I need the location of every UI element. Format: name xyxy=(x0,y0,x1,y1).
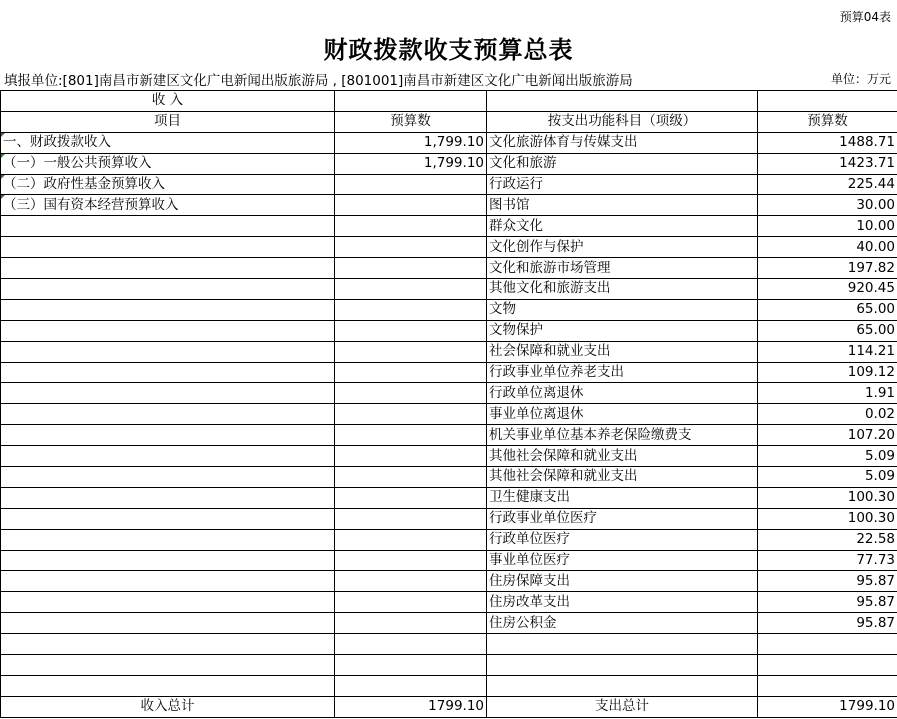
expense-amount: 107.20 xyxy=(758,425,897,446)
table-row xyxy=(1,467,897,488)
expense-amount xyxy=(758,675,897,696)
table-row xyxy=(1,487,897,508)
table-row xyxy=(1,362,897,383)
expense-item: 文化和旅游市场管理 xyxy=(487,258,758,279)
income-amount xyxy=(335,675,487,696)
table-row xyxy=(1,195,897,216)
expense-item: 行政事业单位养老支出 xyxy=(487,362,758,383)
expense-item: 行政单位医疗 xyxy=(487,529,758,550)
income-item xyxy=(1,404,335,425)
income-item: （一）一般公共预算收入 xyxy=(1,153,335,174)
expense-item: 群众文化 xyxy=(487,216,758,237)
expense-amount: 1.91 xyxy=(758,383,897,404)
money-unit: 单位：万元 xyxy=(830,72,891,86)
income-amount xyxy=(335,655,487,676)
expense-amount: 100.30 xyxy=(758,487,897,508)
income-item xyxy=(1,613,335,634)
table-row xyxy=(1,299,897,320)
expense-budget-header: 预算数 xyxy=(758,111,897,132)
income-amount xyxy=(335,634,487,655)
expense-item: 住房保障支出 xyxy=(487,571,758,592)
income-amount: 1,799.10 xyxy=(335,132,487,153)
table-row xyxy=(1,383,897,404)
expense-item: 文化旅游体育与传媒支出 xyxy=(487,132,758,153)
table-row xyxy=(1,132,897,153)
expense-amount: 40.00 xyxy=(758,237,897,258)
expense-item: 文化和旅游 xyxy=(487,153,758,174)
table-row xyxy=(1,237,897,258)
expense-amount: 5.09 xyxy=(758,446,897,467)
income-item xyxy=(1,655,335,676)
income-item xyxy=(1,529,335,550)
table-row xyxy=(1,446,897,467)
expense-amount: 65.00 xyxy=(758,320,897,341)
expense-item: 事业单位医疗 xyxy=(487,550,758,571)
income-amount xyxy=(335,279,487,300)
table-row xyxy=(1,613,897,634)
income-amount xyxy=(335,487,487,508)
table-row xyxy=(1,425,897,446)
income-item xyxy=(1,467,335,488)
expense-item: 其他社会保障和就业支出 xyxy=(487,467,758,488)
income-item xyxy=(1,634,335,655)
expense-item: 文物保护 xyxy=(487,320,758,341)
totals-row xyxy=(1,696,897,717)
income-amount: 1,799.10 xyxy=(335,153,487,174)
income-item xyxy=(1,237,335,258)
expense-amount: 95.87 xyxy=(758,613,897,634)
expense-item: 行政运行 xyxy=(487,174,758,195)
income-amount xyxy=(335,237,487,258)
income-amount xyxy=(335,404,487,425)
table-row xyxy=(1,341,897,362)
table-row xyxy=(1,550,897,571)
expense-amount: 65.00 xyxy=(758,299,897,320)
income-amount xyxy=(335,425,487,446)
expense-total-amount: 1799.10 xyxy=(758,696,897,717)
income-amount xyxy=(335,592,487,613)
expense-amount: 114.21 xyxy=(758,341,897,362)
income-item xyxy=(1,279,335,300)
expense-item: 行政单位离退休 xyxy=(487,383,758,404)
header-empty xyxy=(335,91,487,112)
expense-item xyxy=(487,655,758,676)
income-item xyxy=(1,362,335,383)
income-item xyxy=(1,675,335,696)
income-amount xyxy=(335,383,487,404)
expense-amount: 77.73 xyxy=(758,550,897,571)
table-row xyxy=(1,571,897,592)
expense-amount: 100.30 xyxy=(758,508,897,529)
income-amount xyxy=(335,571,487,592)
expense-item: 行政事业单位医疗 xyxy=(487,508,758,529)
expense-amount: 225.44 xyxy=(758,174,897,195)
expense-item: 图书馆 xyxy=(487,195,758,216)
expense-item: 其他文化和旅游支出 xyxy=(487,279,758,300)
income-item: 一、财政拨款收入 xyxy=(1,132,335,153)
expense-amount: 95.87 xyxy=(758,592,897,613)
expense-amount: 95.87 xyxy=(758,571,897,592)
income-item xyxy=(1,508,335,529)
table-row xyxy=(1,258,897,279)
expense-amount: 109.12 xyxy=(758,362,897,383)
expense-item: 住房改革支出 xyxy=(487,592,758,613)
income-group-header: 收 入 xyxy=(1,91,335,112)
page-title: 财政拨款收支预算总表 xyxy=(323,36,574,64)
income-amount xyxy=(335,362,487,383)
expense-item-header: 按支出功能科目（项级） xyxy=(487,111,758,132)
income-item xyxy=(1,425,335,446)
income-item xyxy=(1,299,335,320)
budget-table xyxy=(0,90,897,718)
expense-item: 文化创作与保护 xyxy=(487,237,758,258)
expense-amount: 197.82 xyxy=(758,258,897,279)
income-item xyxy=(1,258,335,279)
expense-amount: 30.00 xyxy=(758,195,897,216)
income-amount xyxy=(335,299,487,320)
income-amount xyxy=(335,529,487,550)
table-row xyxy=(1,529,897,550)
header-row-group xyxy=(1,91,897,112)
expense-amount: 920.45 xyxy=(758,279,897,300)
income-total-label: 收入总计 xyxy=(1,696,335,717)
table-row xyxy=(1,216,897,237)
income-item xyxy=(1,383,335,404)
table-row xyxy=(1,634,897,655)
income-budget-header: 预算数 xyxy=(335,111,487,132)
header-empty xyxy=(758,91,897,112)
income-item xyxy=(1,446,335,467)
expense-item: 其他社会保障和就业支出 xyxy=(487,446,758,467)
header-empty xyxy=(487,91,758,112)
income-amount xyxy=(335,216,487,237)
reporting-unit: 填报单位:[801]南昌市新建区文化广电新闻出版旅游局 , [801001]南昌市新建区文化广电新闻出版旅游局 xyxy=(4,73,633,89)
income-amount xyxy=(335,613,487,634)
income-item xyxy=(1,216,335,237)
income-total-amount: 1799.10 xyxy=(335,696,487,717)
expense-item xyxy=(487,634,758,655)
income-amount xyxy=(335,508,487,529)
income-item xyxy=(1,550,335,571)
expense-amount: 5.09 xyxy=(758,467,897,488)
table-row xyxy=(1,592,897,613)
income-amount xyxy=(335,446,487,467)
income-amount xyxy=(335,195,487,216)
expense-item: 事业单位离退休 xyxy=(487,404,758,425)
expense-amount: 10.00 xyxy=(758,216,897,237)
form-number: 预算04表 xyxy=(839,10,891,24)
expense-amount xyxy=(758,655,897,676)
table-row xyxy=(1,320,897,341)
expense-amount: 1488.71 xyxy=(758,132,897,153)
income-item-header: 项目 xyxy=(1,111,335,132)
income-item xyxy=(1,487,335,508)
table-row xyxy=(1,153,897,174)
income-amount xyxy=(335,320,487,341)
expense-item: 文物 xyxy=(487,299,758,320)
income-amount xyxy=(335,341,487,362)
table-row xyxy=(1,279,897,300)
table-row xyxy=(1,675,897,696)
income-item xyxy=(1,571,335,592)
income-amount xyxy=(335,467,487,488)
income-amount xyxy=(335,258,487,279)
expense-item: 住房公积金 xyxy=(487,613,758,634)
expense-item: 社会保障和就业支出 xyxy=(487,341,758,362)
expense-amount: 22.58 xyxy=(758,529,897,550)
income-item xyxy=(1,592,335,613)
expense-amount xyxy=(758,634,897,655)
header-row xyxy=(1,111,897,132)
income-amount xyxy=(335,550,487,571)
income-amount xyxy=(335,174,487,195)
income-item xyxy=(1,341,335,362)
income-item xyxy=(1,320,335,341)
expense-amount: 1423.71 xyxy=(758,153,897,174)
expense-item: 机关事业单位基本养老保险缴费支 xyxy=(487,425,758,446)
expense-total-label: 支出总计 xyxy=(487,696,758,717)
income-item: （二）政府性基金预算收入 xyxy=(1,174,335,195)
expense-amount: 0.02 xyxy=(758,404,897,425)
table-row xyxy=(1,508,897,529)
expense-item: 卫生健康支出 xyxy=(487,487,758,508)
expense-item xyxy=(487,675,758,696)
income-item: （三）国有资本经营预算收入 xyxy=(1,195,335,216)
table-row xyxy=(1,655,897,676)
table-row xyxy=(1,404,897,425)
table-row xyxy=(1,174,897,195)
